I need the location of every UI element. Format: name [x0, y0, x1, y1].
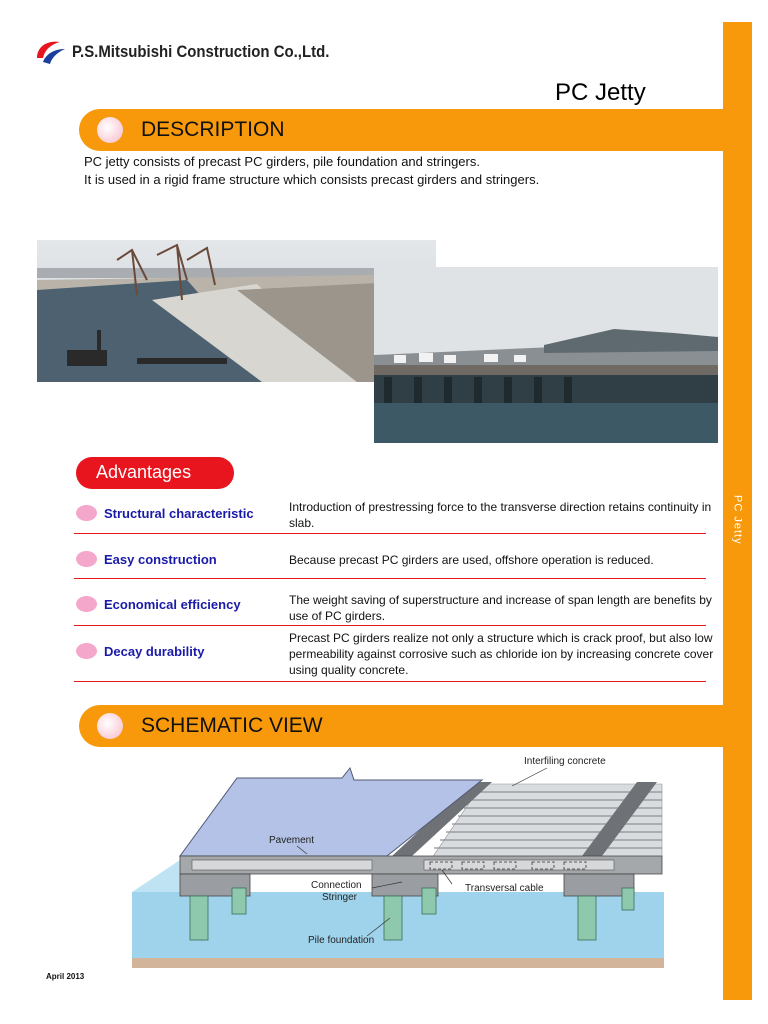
bullet-icon [97, 117, 123, 143]
bullet-icon [76, 505, 97, 521]
advantage-desc: The weight saving of superstructure and increase of span length are benefits by use of PC girders. [289, 593, 712, 623]
label-interfiling: Interfiling concrete [524, 756, 606, 767]
advantage-desc: Because precast PC girders are used, offshore operation is reduced. [289, 553, 654, 567]
divider [74, 578, 706, 579]
label-pile: Pile foundation [308, 935, 375, 946]
schematic-diagram [132, 748, 664, 970]
bullet-icon [76, 596, 97, 612]
advantage-desc: Introduction of prestressing force to the transverse direction retains continuity in slab. [289, 500, 712, 530]
divider [74, 681, 706, 682]
label-connection: Connection [311, 880, 362, 891]
divider [74, 533, 706, 534]
label-pavement: Pavement [269, 835, 315, 846]
company-name: P.S.Mitsubishi Construction Co.,Ltd. [72, 42, 330, 61]
jetty-photo [374, 267, 718, 443]
description-section-bar [79, 109, 731, 151]
schematic-section-bar [79, 705, 731, 747]
label-transversal: Transversal cable [465, 883, 544, 894]
bullet-icon [76, 551, 97, 567]
description-heading: DESCRIPTION [141, 118, 285, 141]
description-line: It is used in a rigid frame structure which consists precast girders and stringers. [84, 172, 540, 187]
bullet-icon [97, 713, 123, 739]
side-label: PC Jetty [731, 495, 744, 545]
advantages-heading: Advantages [76, 457, 234, 489]
bullet-icon [76, 643, 97, 659]
company-logo-icon [34, 36, 68, 66]
advantage-title: Structural characteristic [76, 505, 254, 521]
advantage-desc: Precast PC girders realize not only a structure which is crack proof, but also low permeability against corrosive such as chloride ion by increasing concrete cover using quality concrete. [289, 631, 714, 677]
page-title: PC Jetty [555, 79, 646, 106]
advantage-title: Easy construction [76, 551, 217, 567]
schematic-heading: SCHEMATIC VIEW [141, 714, 323, 737]
label-stringer: Stringer [322, 892, 358, 903]
divider [74, 625, 706, 626]
description-line: PC jetty consists of precast PC girders, pile foundation and stringers. [84, 154, 480, 169]
footer-date: April 2013 [46, 972, 85, 981]
advantage-title: Economical efficiency [76, 596, 241, 612]
advantage-title: Decay durability [76, 643, 204, 659]
